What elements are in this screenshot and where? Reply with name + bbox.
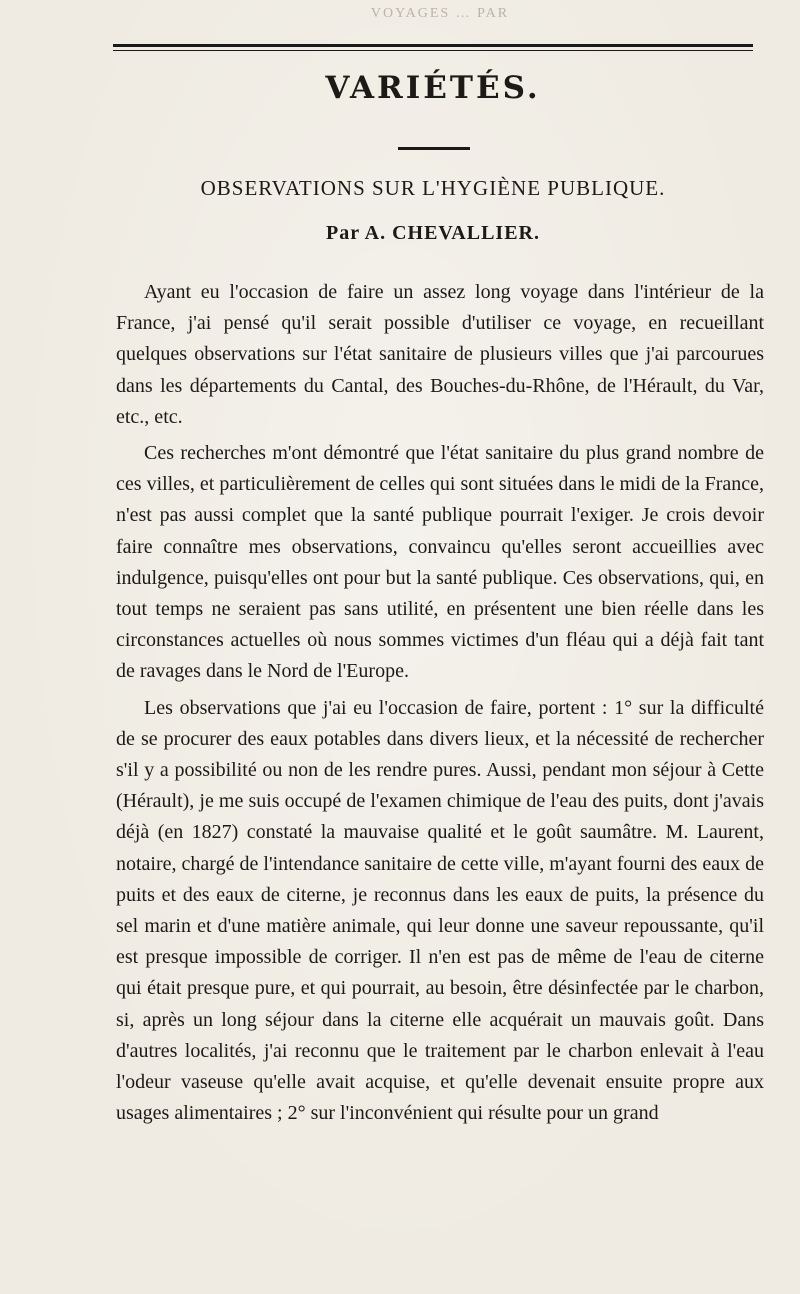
paragraph: Ayant eu l'occasion de faire un assez long voyage dans l'intérieur de la France, j'ai pensé qu'il serait possible d'utiliser ce voyage, en recueillant quelques observations sur l'état sanitaire de plusieurs villes que j'ai parcourues dans les départements du Cantal, des Bouches-du-Rhône, de l'Hérault, du Var, etc., etc. [116, 281, 764, 428]
section-title: VARIÉTÉS. [325, 70, 541, 106]
paragraph: Les observations que j'ai eu l'occasion de faire, portent : 1° sur la difficulté de se procurer des eaux potables dans divers lieux, et la nécessité de rechercher s'il y a possibilité ou non de les rendre pures. Aussi, pendant mon séjour à Cette (Hérault), je me suis occupé de l'examen chimique de l'eau des puits, dont j'avais déjà (en 1827) constaté la mauvaise qualité et le goût saumâtre. M. Laurent, notaire, chargé de l'intendance sanitaire de cette ville, m'ayant fourni des eaux de puits et des eaux de citerne, je reconnus dans les eaux de puits, la présence du sel marin et d'une matière animale, qui leur donne une saveur repoussante, qu'il est presque impossible de corriger. Il n'en est pas de même de l'eau de citerne qui était presque pure, et qui pourrait, au besoin, être désinfectée par le charbon, si, après un long séjour dans la citerne elle acquérait un mauvais goût. Dans d'autres localités, j'ai reconnu que le traitement par le charbon enlevait à l'eau l'odeur vaseuse qu'elle avait acquise, et qu'elle devenait ensuite propre aux usages alimentaires ; 2° sur l'inconvénient qui résulte pour un grand [116, 696, 764, 1125]
article-body [116, 277, 764, 1129]
paragraph: Ces recherches m'ont démontré que l'état sanitaire du plus grand nombre de ces villes, et particulièrement de celles qui sont situées dans le midi de la France, n'est pas aussi complet que la santé publique pourrait l'exiger. Je crois devoir faire connaître mes observations, convaincu qu'elles seront accueillies avec indulgence, puisqu'elles ont pour but la santé publique. Ces observations, qui, en tout temps ne seraient pas sans utilité, en présentent une bien réelle dans les circonstances actuelles où nous sommes victimes d'un fléau qui a déjà fait tant de ravages dans le Nord de l'Europe. [116, 442, 764, 683]
section-divider [398, 147, 470, 150]
article-byline: Par A. CHEVALLIER. [326, 222, 540, 244]
top-rule-thin [113, 50, 753, 51]
top-rule-thick [113, 44, 753, 47]
article-title: OBSERVATIONS SUR L'HYGIÈNE PUBLIQUE. [200, 176, 666, 200]
running-head: VOYAGES … PAR [370, 6, 510, 21]
